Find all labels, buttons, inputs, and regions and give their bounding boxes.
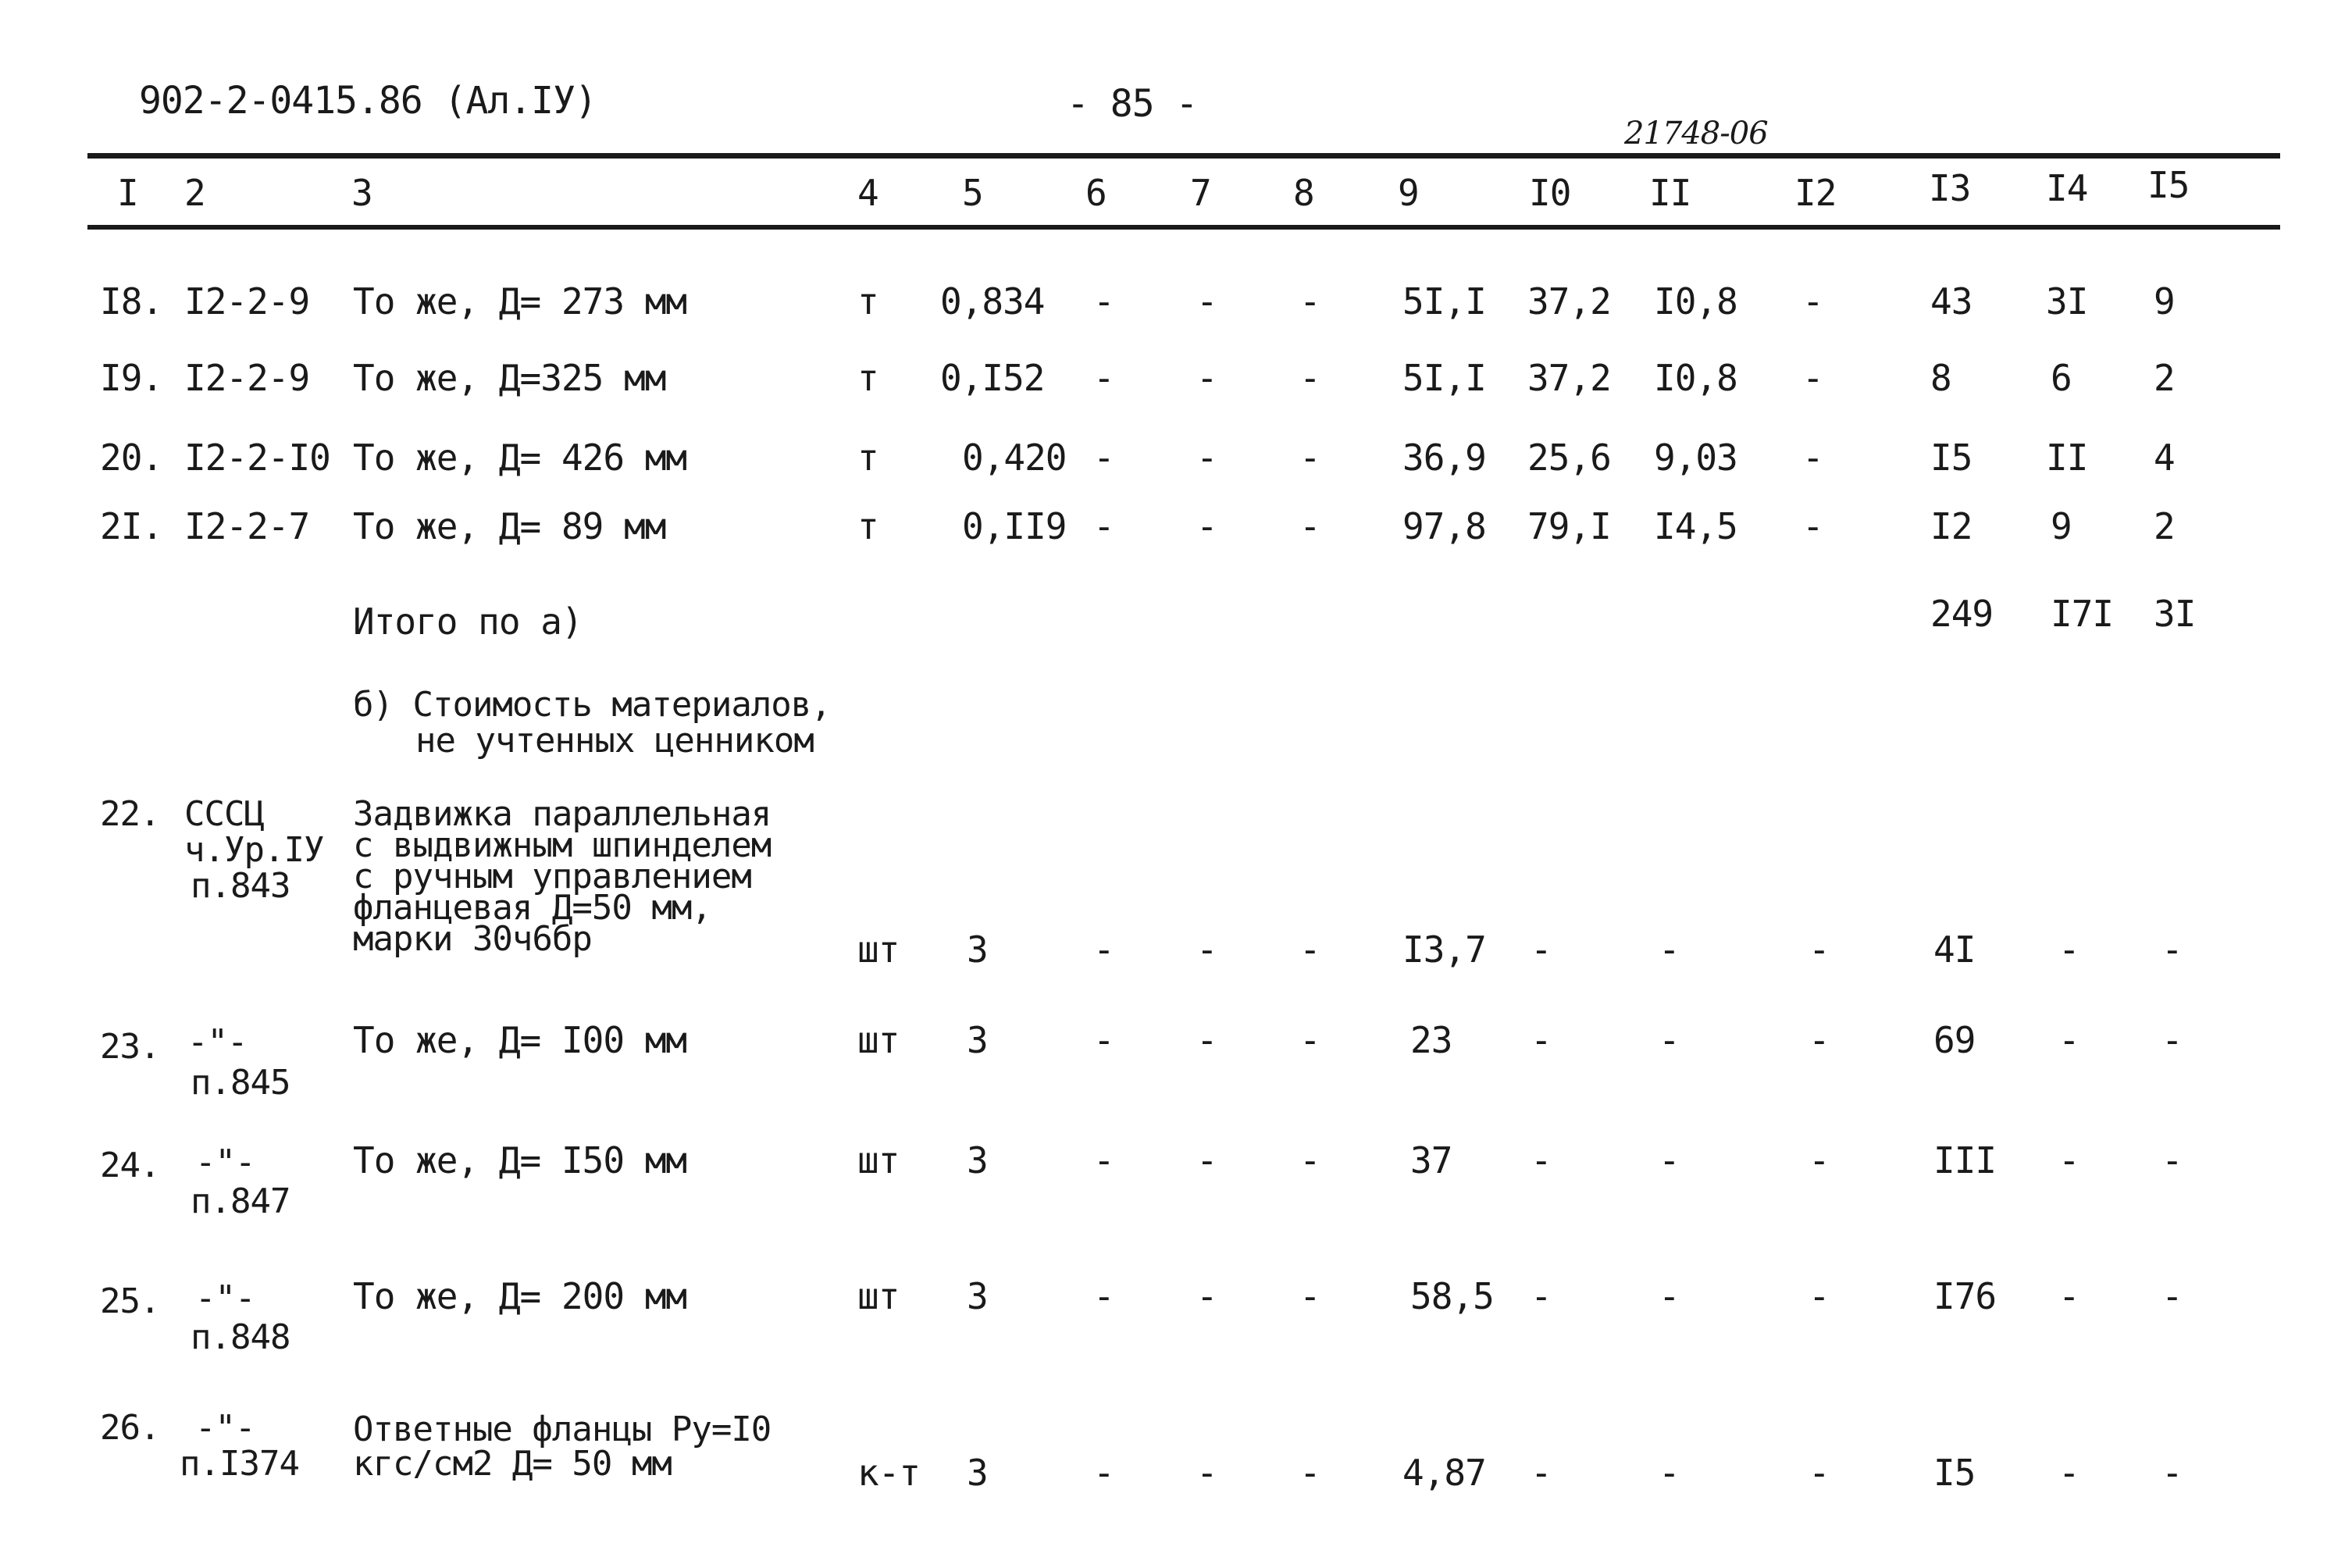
col-5: 3 [967, 1275, 988, 1317]
col-5: 0,420 [962, 437, 1067, 479]
col-10: 37,2 [1527, 280, 1611, 323]
col-12: - [1809, 1275, 1830, 1317]
col-10: - [1531, 928, 1552, 971]
col-8: - [1299, 437, 1320, 479]
column-header: I5 [2147, 164, 2190, 206]
col-5: 3 [967, 928, 988, 971]
item-name: То же, Д= 426 мм [353, 437, 687, 479]
col-13: 43 [1930, 280, 1972, 323]
col-9: I3,7 [1402, 928, 1486, 971]
column-header: 2 [184, 172, 205, 214]
row-number: I8. [100, 280, 163, 323]
col-14: - [2058, 1019, 2079, 1061]
col-9: 4,87 [1402, 1452, 1486, 1494]
section-heading: не учтенных ценником [415, 721, 814, 761]
price-code: I2-2-I0 [184, 437, 330, 479]
item-name: То же, Д= 200 мм [353, 1275, 687, 1317]
unit: т [857, 505, 878, 547]
col-6: - [1093, 1275, 1114, 1317]
col-5: 3 [967, 1019, 988, 1061]
col-12: - [1809, 1139, 1830, 1181]
column-header: II [1649, 172, 1691, 214]
item-name: с выдвижным шпинделем [353, 825, 772, 865]
col-6: - [1093, 928, 1114, 971]
item-name: Ответные фланцы Ру=I0 [353, 1409, 772, 1449]
header-bottom-rule [87, 225, 2280, 230]
col-5: 0,I52 [940, 357, 1045, 399]
row-number: I9. [100, 357, 163, 399]
item-name: с ручным управлением [353, 857, 751, 896]
item-name: Задвижка параллельная [353, 794, 772, 834]
col-12: - [1802, 505, 1823, 547]
col-15: 2 [2154, 357, 2175, 399]
column-header: I0 [1529, 172, 1571, 214]
col-12: - [1809, 1452, 1830, 1494]
col-13: 69 [1933, 1019, 1976, 1061]
col-6: - [1093, 1139, 1114, 1181]
col-6: - [1093, 357, 1114, 399]
col-12: - [1809, 1019, 1830, 1061]
price-code: СССЦ [184, 794, 264, 834]
col-7: - [1196, 357, 1217, 399]
unit: к-т [857, 1452, 921, 1494]
col-11: - [1659, 1019, 1680, 1061]
column-header: 8 [1293, 172, 1314, 214]
row-number: 22. [100, 794, 160, 834]
price-code: -"- [195, 1408, 255, 1448]
col-8: - [1299, 928, 1320, 971]
price-code: I2-2-9 [184, 357, 310, 399]
col-7: - [1196, 1275, 1217, 1317]
col-14: - [2058, 1275, 2079, 1317]
unit: т [857, 437, 878, 479]
unit: шт [857, 1019, 900, 1061]
column-header: 4 [857, 172, 878, 214]
item-name: То же, Д=325 мм [353, 357, 666, 399]
col-11: I4,5 [1654, 505, 1737, 547]
row-number: 20. [100, 437, 163, 479]
column-header: 6 [1085, 172, 1107, 214]
col-11: - [1659, 1452, 1680, 1494]
page-number: - 85 - [1067, 82, 1198, 126]
unit: шт [857, 928, 900, 971]
col-7: - [1196, 437, 1217, 479]
column-header: I2 [1794, 172, 1837, 214]
price-code: п.848 [191, 1317, 290, 1357]
col-14: I7I [2051, 593, 2114, 635]
col-9: 37 [1410, 1139, 1452, 1181]
col-7: - [1196, 280, 1217, 323]
col-5: 3 [967, 1452, 988, 1494]
col-8: - [1299, 505, 1320, 547]
col-10: - [1531, 1019, 1552, 1061]
col-13: 249 [1930, 593, 1994, 635]
column-header: 7 [1190, 172, 1211, 214]
col-8: - [1299, 280, 1320, 323]
item-name: марки 30ч6бр [353, 919, 592, 959]
col-8: - [1299, 1019, 1320, 1061]
row-number: 23. [100, 1027, 160, 1067]
col-12: - [1802, 357, 1823, 399]
price-code: -"- [195, 1278, 255, 1318]
col-15: - [2161, 1275, 2183, 1317]
col-7: - [1196, 928, 1217, 971]
col-13: 8 [1930, 357, 1951, 399]
col-5: 0,834 [940, 280, 1045, 323]
item-name: То же, Д= I00 мм [353, 1019, 687, 1061]
row-number: 26. [100, 1408, 160, 1448]
row-number: 24. [100, 1146, 160, 1185]
col-6: - [1093, 505, 1114, 547]
col-13: I5 [1933, 1452, 1976, 1494]
column-header: 3 [351, 172, 372, 214]
item-name: То же, Д= I50 мм [353, 1139, 687, 1181]
col-5: 3 [967, 1139, 988, 1181]
col-15: 4 [2154, 437, 2175, 479]
price-code: п.845 [191, 1063, 290, 1103]
col-14: - [2058, 1452, 2079, 1494]
col-15: - [2161, 928, 2183, 971]
header-top-rule [87, 153, 2280, 159]
col-7: - [1196, 1019, 1217, 1061]
price-code: п.847 [191, 1181, 290, 1221]
column-header: 9 [1398, 172, 1419, 214]
item-name: То же, Д= 89 мм [353, 505, 666, 547]
col-10: 79,I [1527, 505, 1611, 547]
unit: шт [857, 1275, 900, 1317]
col-11: - [1659, 1139, 1680, 1181]
col-9: 5I,I [1402, 280, 1486, 323]
col-11: I0,8 [1654, 357, 1737, 399]
col-6: - [1093, 280, 1114, 323]
col-10: 25,6 [1527, 437, 1611, 479]
col-9: 97,8 [1402, 505, 1486, 547]
col-7: - [1196, 505, 1217, 547]
col-13: III [1933, 1139, 1997, 1181]
item-name: То же, Д= 273 мм [353, 280, 687, 323]
col-8: - [1299, 1139, 1320, 1181]
col-10: 37,2 [1527, 357, 1611, 399]
col-12: - [1802, 280, 1823, 323]
col-14: II [2046, 437, 2088, 479]
col-15: - [2161, 1019, 2183, 1061]
col-9: 23 [1410, 1019, 1452, 1061]
item-name: фланцевая Д=50 мм, [353, 888, 711, 928]
col-15: - [2161, 1452, 2183, 1494]
col-13: 4I [1933, 928, 1976, 971]
price-code: ч.Ур.IУ [184, 830, 324, 870]
price-code: I2-2-7 [184, 505, 310, 547]
column-header: I4 [2046, 167, 2088, 209]
col-14: 6 [2051, 357, 2072, 399]
handwritten-reference: 21748-06 [1624, 116, 1768, 151]
col-11: - [1659, 1275, 1680, 1317]
col-6: - [1093, 1452, 1114, 1494]
col-15: - [2161, 1139, 2183, 1181]
col-15: 9 [2154, 280, 2175, 323]
col-13: I76 [1933, 1275, 1997, 1317]
price-code: -"- [195, 1142, 255, 1182]
col-7: - [1196, 1452, 1217, 1494]
col-14: 3I [2046, 280, 2088, 323]
subtotal-label: Итого по а) [353, 600, 583, 643]
col-11: 9,03 [1654, 437, 1737, 479]
col-9: 58,5 [1410, 1275, 1494, 1317]
col-6: - [1093, 437, 1114, 479]
col-13: I5 [1930, 437, 1972, 479]
col-15: 2 [2154, 505, 2175, 547]
col-9: 5I,I [1402, 357, 1486, 399]
col-7: - [1196, 1139, 1217, 1181]
unit: т [857, 280, 878, 323]
row-number: 25. [100, 1281, 160, 1321]
row-number: 2I. [100, 505, 163, 547]
col-10: - [1531, 1275, 1552, 1317]
price-code: -"- [187, 1022, 248, 1062]
price-code: I2-2-9 [184, 280, 310, 323]
unit: т [857, 357, 878, 399]
unit: шт [857, 1139, 900, 1181]
document-code: 902-2-0415.86 (Ал.IУ) [139, 79, 597, 123]
col-13: I2 [1930, 505, 1972, 547]
col-11: I0,8 [1654, 280, 1737, 323]
col-14: - [2058, 1139, 2079, 1181]
col-12: - [1802, 437, 1823, 479]
column-header: I [117, 172, 138, 214]
price-code: п.I374 [180, 1444, 299, 1484]
item-name: кгс/см2 Д= 50 мм [353, 1444, 672, 1484]
price-code: п.843 [191, 866, 290, 906]
col-15: 3I [2154, 593, 2196, 635]
col-6: - [1093, 1019, 1114, 1061]
column-header: 5 [962, 172, 983, 214]
col-8: - [1299, 1275, 1320, 1317]
col-14: 9 [2051, 505, 2072, 547]
col-10: - [1531, 1139, 1552, 1181]
section-heading: б) Стоимость материалов, [353, 685, 831, 725]
col-9: 36,9 [1402, 437, 1486, 479]
col-5: 0,II9 [962, 505, 1067, 547]
col-8: - [1299, 1452, 1320, 1494]
column-header: I3 [1929, 167, 1971, 209]
col-14: - [2058, 928, 2079, 971]
col-10: - [1531, 1452, 1552, 1494]
col-8: - [1299, 357, 1320, 399]
col-12: - [1809, 928, 1830, 971]
col-11: - [1659, 928, 1680, 971]
